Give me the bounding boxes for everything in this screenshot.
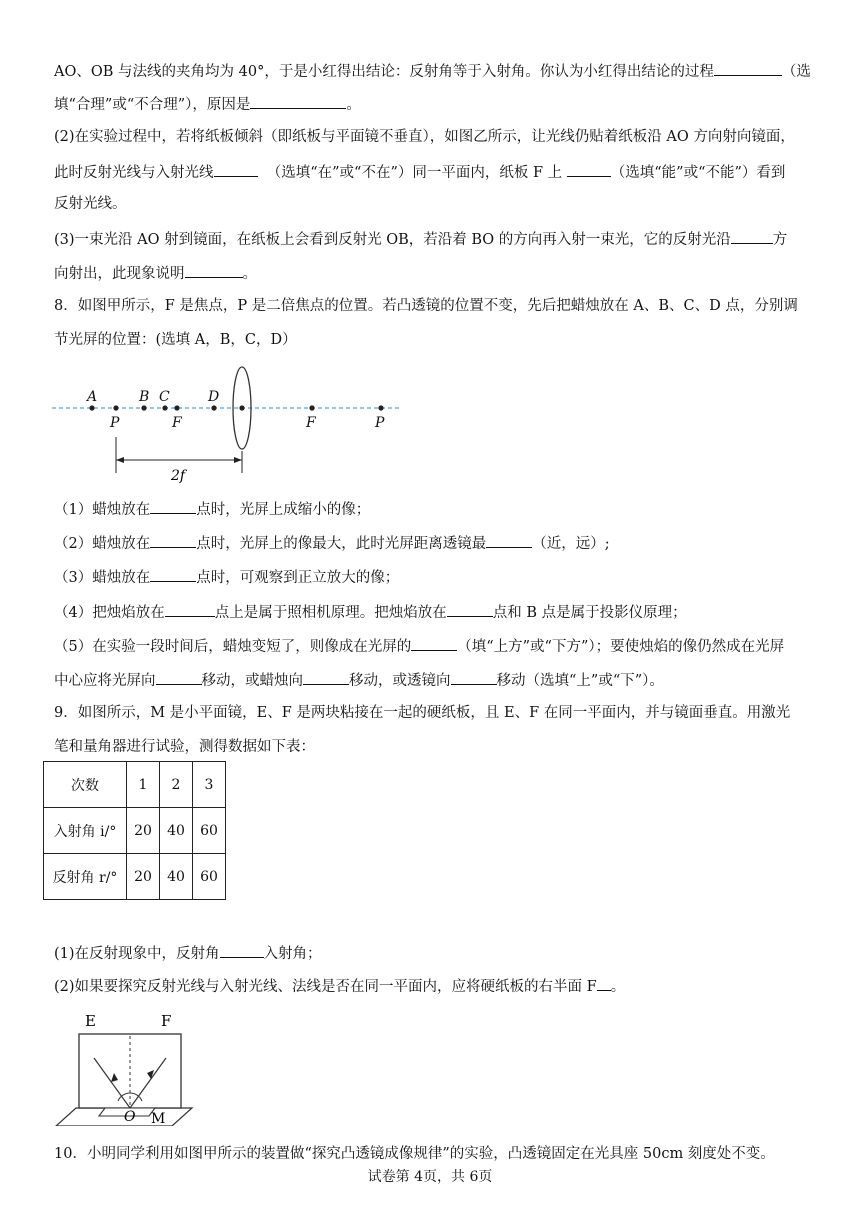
point-f-right (309, 405, 314, 410)
sub-question-1: （1）蜡烛放在 点时，光屏上成缩小的像； (54, 498, 814, 520)
label-f-right: F (306, 415, 316, 431)
answer-blank[interactable] (567, 161, 611, 177)
question-10-text: 10．小明同学利用如图甲所示的装置做“探究凸透镜成像规律”的实验，凸透镜固定在光具座 50cm 刻度处不变。 (54, 1146, 775, 1162)
sub-question-2: （2）蜡烛放在 点时，光屏上的像最大，此时光屏距离透镜最 （近，远）; (54, 532, 814, 554)
table-row (44, 854, 226, 900)
table-header-label: 次数 (44, 762, 127, 808)
table-cell: 3 (193, 762, 226, 808)
sub-question-5: （5）在实验一段时间后，蜡烛变短了，则像成在光屏的 （填“上方”或“下方”）；要使烛焰的像仍然成在光屏 (54, 635, 814, 657)
label-a: A (87, 389, 98, 405)
table-row-label: 入射角 i/° (44, 808, 127, 854)
page-footer: 试卷第 4页，共 6页 (367, 1169, 493, 1185)
sub-question-5-cont: 中心应将光屏向 移动，或蜡烛向 移动，或透镜向 移动（选填“上”或“下”）。 (54, 669, 814, 691)
label-o: O (124, 1109, 136, 1125)
table-cell: 60 (193, 808, 226, 854)
table-cell: 60 (193, 854, 226, 900)
answer-blank[interactable] (185, 262, 243, 278)
table-cell: 2 (160, 762, 193, 808)
question-8-text: 8．如图甲所示，F 是焦点，P 是二倍焦点的位置。若凸透镜的位置不变，先后把蜡烛放在 A、B、C、D 点，分别调 (54, 298, 798, 314)
answer-blank[interactable] (150, 532, 196, 548)
text-line: (2)在实验过程中，若将纸板倾斜（即纸板与平面镜不垂直），如图乙所示，让光线仍贴着纸板沿 AO 方向射向镜面， (54, 129, 795, 145)
table-cell: 40 (160, 854, 193, 900)
dim-arrow-left (116, 457, 124, 463)
answer-blank[interactable] (714, 60, 782, 76)
sub-question-3: （3）蜡烛放在 点时，可观察到正立放大的像； (54, 566, 814, 588)
text-line: (3)一束光沿 AO 射到镜面，在纸板上会看到反射光 OB，若沿着 BO 的方向再入射一束光，它的反射光沿 方 (54, 228, 814, 250)
point-p-left (113, 405, 118, 410)
lens-figure (40, 365, 410, 485)
sub-question-2: (2)如果要探究反射光线与入射光线、法线是否在同一平面内，应将硬纸板的右半面 F 。 (54, 975, 814, 997)
question-9-text: 9．如图所示，M 是小平面镜，E、F 是两块粘接在一起的硬纸板，且 E、F 在同一平面内，并与镜面垂直。用激光 (54, 705, 791, 721)
text-line: 此时反射光线与入射光线 （选填“在”或“不在”）同一平面内，纸板 F 上 （选填“能”或“不能”）看到 (54, 161, 814, 183)
answer-blank[interactable] (150, 498, 196, 514)
answer-blank[interactable] (303, 669, 349, 685)
answer-blank[interactable] (214, 161, 258, 177)
answer-blank[interactable] (486, 532, 532, 548)
answer-blank[interactable] (150, 566, 196, 582)
answer-blank[interactable] (447, 601, 493, 617)
label-f-left: F (172, 415, 182, 431)
label-c: C (159, 389, 170, 405)
text-line: AO、OB 与法线的夹角均为 40°，于是小红得出结论：反射角等于入射角。你认为小红得出结论的过程 （选 (54, 60, 814, 82)
label-e: E (85, 1012, 96, 1030)
lens-center (239, 405, 244, 410)
answer-blank[interactable] (411, 635, 457, 651)
dim-arrow-right (234, 457, 242, 463)
data-table (43, 761, 226, 900)
table-cell: 40 (160, 808, 193, 854)
answer-blank[interactable] (250, 93, 346, 109)
text-line: 笔和量角器进行试验，测得数据如下表： (54, 739, 315, 755)
point-p-right (378, 405, 383, 410)
table-row (44, 762, 226, 808)
point-a (89, 405, 94, 410)
answer-blank[interactable] (597, 975, 611, 991)
point-b (141, 405, 146, 410)
label-p-right: P (375, 415, 385, 431)
text-line: 向射出，此现象说明 。 (54, 262, 814, 284)
table-cell: 20 (127, 808, 160, 854)
answer-blank[interactable] (220, 942, 264, 958)
dim-label: 2f (171, 468, 186, 484)
label-b: B (139, 389, 150, 405)
sub-question-1: (1)在反射现象中，反射角 入射角； (54, 942, 814, 964)
label-m: M (151, 1111, 166, 1126)
label-f: F (161, 1012, 172, 1030)
point-c (162, 405, 167, 410)
point-d (211, 405, 216, 410)
sub-question-4: （4）把烛焰放在 点上是属于照相机原理。把烛焰放在 点和 B 点是属于投影仪原理； (54, 601, 814, 623)
table-cell: 1 (127, 762, 160, 808)
answer-blank[interactable] (731, 228, 773, 244)
answer-blank[interactable] (165, 601, 215, 617)
table-row (44, 808, 226, 854)
text-line: 反射光线。 (54, 196, 127, 212)
table-row-label: 反射角 r/° (44, 854, 127, 900)
label-d: D (208, 389, 220, 405)
text-line: 填“合理”或“不合理”），原因是 。 (54, 93, 814, 115)
label-p-left: P (110, 415, 120, 431)
table-cell: 20 (127, 854, 160, 900)
mirror-figure (52, 1006, 202, 1126)
answer-blank[interactable] (451, 669, 497, 685)
point-f-left (174, 405, 179, 410)
answer-blank[interactable] (156, 669, 202, 685)
text-line: 节光屏的位置：(选填 A，B，C，D） (54, 332, 297, 348)
